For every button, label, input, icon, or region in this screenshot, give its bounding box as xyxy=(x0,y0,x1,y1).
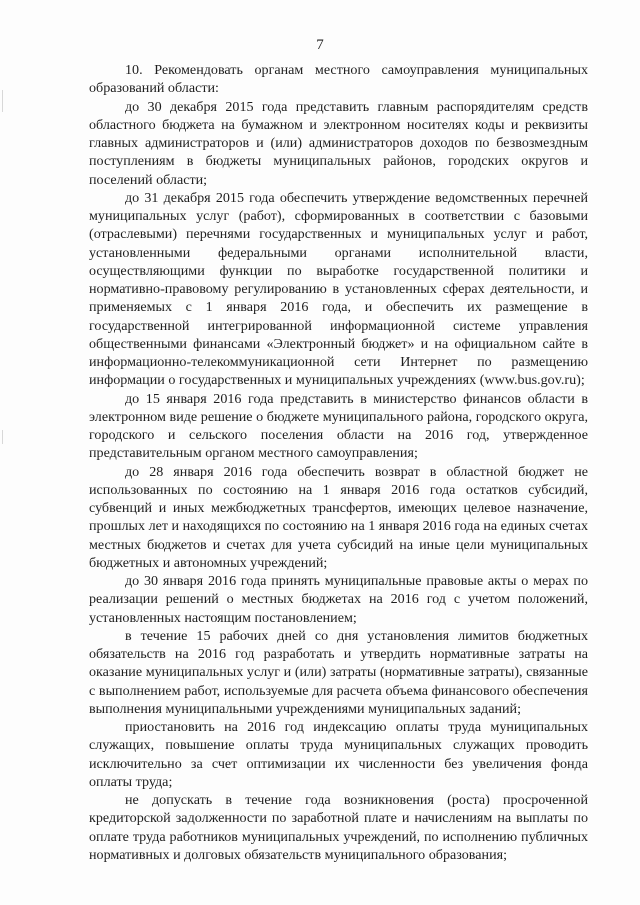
paragraph-normative-costs: в течение 15 рабочих дней со дня установления лимитов бюджетных обязательств на 2016 год разработать и утвердить нормативные затраты на оказание муниципальных услуг и (или) затраты (нормативные затраты), связанные с выполнением работ, используемые для расчета объема финансового обеспечения выполнения муниципальными учреждениями муниципальных заданий; xyxy=(89,627,588,717)
paragraph-deadline-jan-15: до 15 января 2016 года представить в министерство финансов области в электронном виде решение о бюджете муниципального района, городского округа, городского и сельского поселения области на 2016 год, утвержденное представительным органом местного самоуправления; xyxy=(89,390,588,462)
paragraph-overdue-debt: не допускать в течение года возникновения (роста) просроченной кредиторской задолженности по заработной плате и начислениям на выплаты по оплате труда работников муниципальных учреждений, по исполнению публичных нормативных и долговых обязательств муниципального образования; xyxy=(89,792,588,863)
scan-edge-mark xyxy=(2,90,3,112)
paragraph-deadline-jan-28: до 28 января 2016 года обеспечить возврат в областной бюджет не использованных по состоянию на 1 января 2016 года остатков субсидий, субвенций и иных межбюджетных трансфертов, имеющих целевое назначение, прошлых лет и находящихся по состоянию на 1 января 2016 года на единых счетах местных бюджетов и счетах для учета субсидий на иные цели муниципальных бюджетных и автономных учреждений; xyxy=(89,463,588,571)
document-body xyxy=(89,61,588,864)
paragraph-deadline-dec-30: до 30 декабря 2015 года представить главным распорядителям средств областного бюджета на бумажном и электронном носителях коды и реквизиты главных администраторов и (или) администраторов доходов по безвозмездным поступлениям в бюджеты муниципальных районов, городских округов и поселений области; xyxy=(89,98,588,188)
paragraph-deadline-dec-31: до 31 декабря 2015 года обеспечить утверждение ведомственных перечней муниципальных услуг (работ), сформированных в соответствии с базовыми (отраслевыми) перечнями государственных и муниципальных услуг и работ, установленными федеральными органами исполнительной власти, осуществляющими функции по выработке государственной политики и нормативно-правовому регулированию в установленных сферах деятельности, и применяемых с 1 января 2016 года, и обеспечить их размещение в государственной интегрированной информационной системе управления общественными финансами «Электронный бюджет» и на официальном сайте в информационно-телекоммуникационной сети Интернет по размещению информации о государственных и муниципальных учреждениях (www.bus.gov.ru); xyxy=(89,189,588,389)
paragraph-recommendation: 10. Рекомендовать органам местного самоуправления муниципальных образований области: xyxy=(89,62,588,97)
paragraph-deadline-jan-30: до 30 января 2016 года принять муниципальные правовые акты о мерах по реализации решений о местных бюджетах на 2016 год с учетом положений, установленных настоящим постановлением; xyxy=(89,573,588,626)
page-number: 7 xyxy=(316,37,324,53)
paragraph-salary-indexation: приостановить на 2016 год индексацию оплаты труда муниципальных служащих, повышение оплаты труда муниципальных служащих проводить исключительно за счет оптимизации их численности без увеличения фонда оплаты труда; xyxy=(89,719,588,790)
scan-edge-mark xyxy=(2,430,3,444)
